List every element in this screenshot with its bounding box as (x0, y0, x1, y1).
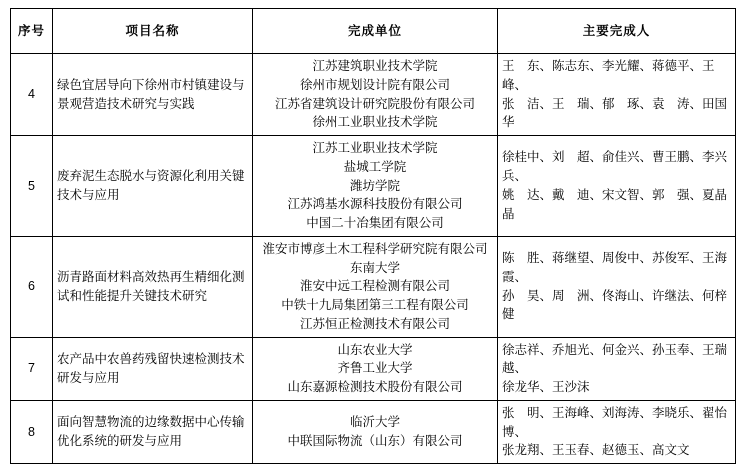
cell-project-name: 农产品中农兽药残留快速检测技术研发与应用 (53, 337, 253, 400)
table-header (11, 9, 736, 54)
cell-project-name: 沥青路面材料高效热再生精细化测试和性能提升关键技术研究 (53, 236, 253, 337)
unit-line: 临沂大学 (349, 415, 400, 430)
people-line: 姚 达、戴 迪、宋文智、郭 强、夏晶晶 (502, 187, 728, 221)
unit-line: 淮安市博彦土木工程科学研究院有限公司 (262, 241, 488, 256)
column-header-project-name: 项目名称 (53, 9, 253, 54)
table-row (11, 136, 736, 237)
unit-line: 山东农业大学 (337, 342, 413, 357)
cell-units (253, 400, 498, 463)
cell-people (498, 337, 736, 400)
unit-line: 江苏恒正检测技术有限公司 (299, 316, 450, 331)
unit-line: 潍坊学院 (349, 178, 400, 193)
unit-line: 淮安中远工程检测有限公司 (299, 279, 450, 294)
cell-units (253, 136, 498, 237)
column-header-no: 序号 (11, 9, 53, 54)
people-line: 王 东、陈志东、李光耀、蒋德平、王 峰、 (502, 59, 728, 92)
people-line: 孙 昊、周 洲、佟海山、许继法、何梓健 (502, 288, 728, 322)
table-row (11, 54, 736, 136)
table-header-row (11, 9, 736, 54)
cell-units (253, 236, 498, 337)
cell-units (253, 337, 498, 400)
unit-line: 江苏建筑职业技术学院 (312, 59, 438, 73)
unit-line: 中国二十冶集团有限公司 (306, 216, 444, 230)
table-body (11, 54, 736, 464)
unit-line: 盐城工学院 (343, 159, 407, 174)
cell-no: 7 (11, 337, 53, 400)
cell-no: 4 (11, 54, 53, 136)
cell-units (253, 54, 498, 136)
table-row (11, 337, 736, 400)
cell-people (498, 236, 736, 337)
unit-line: 中联国际物流（山东）有限公司 (287, 433, 463, 448)
unit-line: 徐州市规划设计院有限公司 (299, 77, 450, 92)
cell-no: 5 (11, 136, 53, 237)
cell-no: 8 (11, 400, 53, 463)
unit-line: 中铁十九局集团第三工程有限公司 (281, 298, 469, 312)
people-line: 徐龙华、王沙沫 (502, 380, 590, 394)
table-row (11, 236, 736, 337)
award-table (10, 8, 736, 464)
cell-project-name: 绿色宜居导向下徐州市村镇建设与景观营造技术研究与实践 (53, 54, 253, 136)
unit-line: 山东嘉源检测技术股份有限公司 (287, 380, 463, 394)
people-line: 徐志祥、乔旭光、何金兴、孙玉奉、王瑞越、 (502, 342, 728, 376)
cell-people (498, 136, 736, 237)
column-header-people: 主要完成人 (498, 9, 736, 54)
table-row (11, 400, 736, 463)
cell-people (498, 54, 736, 136)
people-line: 徐桂中、刘 超、俞佳兴、曹王鹏、李兴兵、 (502, 150, 728, 184)
people-line: 张龙翔、王玉春、赵德玉、高文文 (502, 443, 690, 458)
unit-line: 东南大学 (349, 260, 400, 275)
people-line: 张 洁、王 瑞、郁 琢、袁 涛、田国华 (502, 96, 728, 130)
cell-project-name: 面向智慧物流的边缘数据中心传输优化系统的研发与应用 (53, 400, 253, 463)
unit-line: 江苏省建筑设计研究院股份有限公司 (274, 96, 475, 111)
unit-line: 江苏工业职业技术学院 (312, 141, 438, 155)
cell-no: 6 (11, 236, 53, 337)
award-list-page (0, 8, 751, 458)
unit-line: 江苏鸿基水源科技股份有限公司 (287, 197, 463, 212)
people-line: 张 明、王海峰、刘海涛、李晓乐、翟怡博、 (502, 405, 728, 439)
people-line: 陈 胜、蒋继望、周俊中、苏俊军、王海霞、 (502, 251, 728, 284)
column-header-units: 完成单位 (253, 9, 498, 54)
unit-line: 徐州工业职业技术学院 (312, 115, 438, 130)
cell-project-name: 废弃泥生态脱水与资源化利用关键技术与应用 (53, 136, 253, 237)
unit-line: 齐鲁工业大学 (337, 361, 413, 376)
cell-people (498, 400, 736, 463)
